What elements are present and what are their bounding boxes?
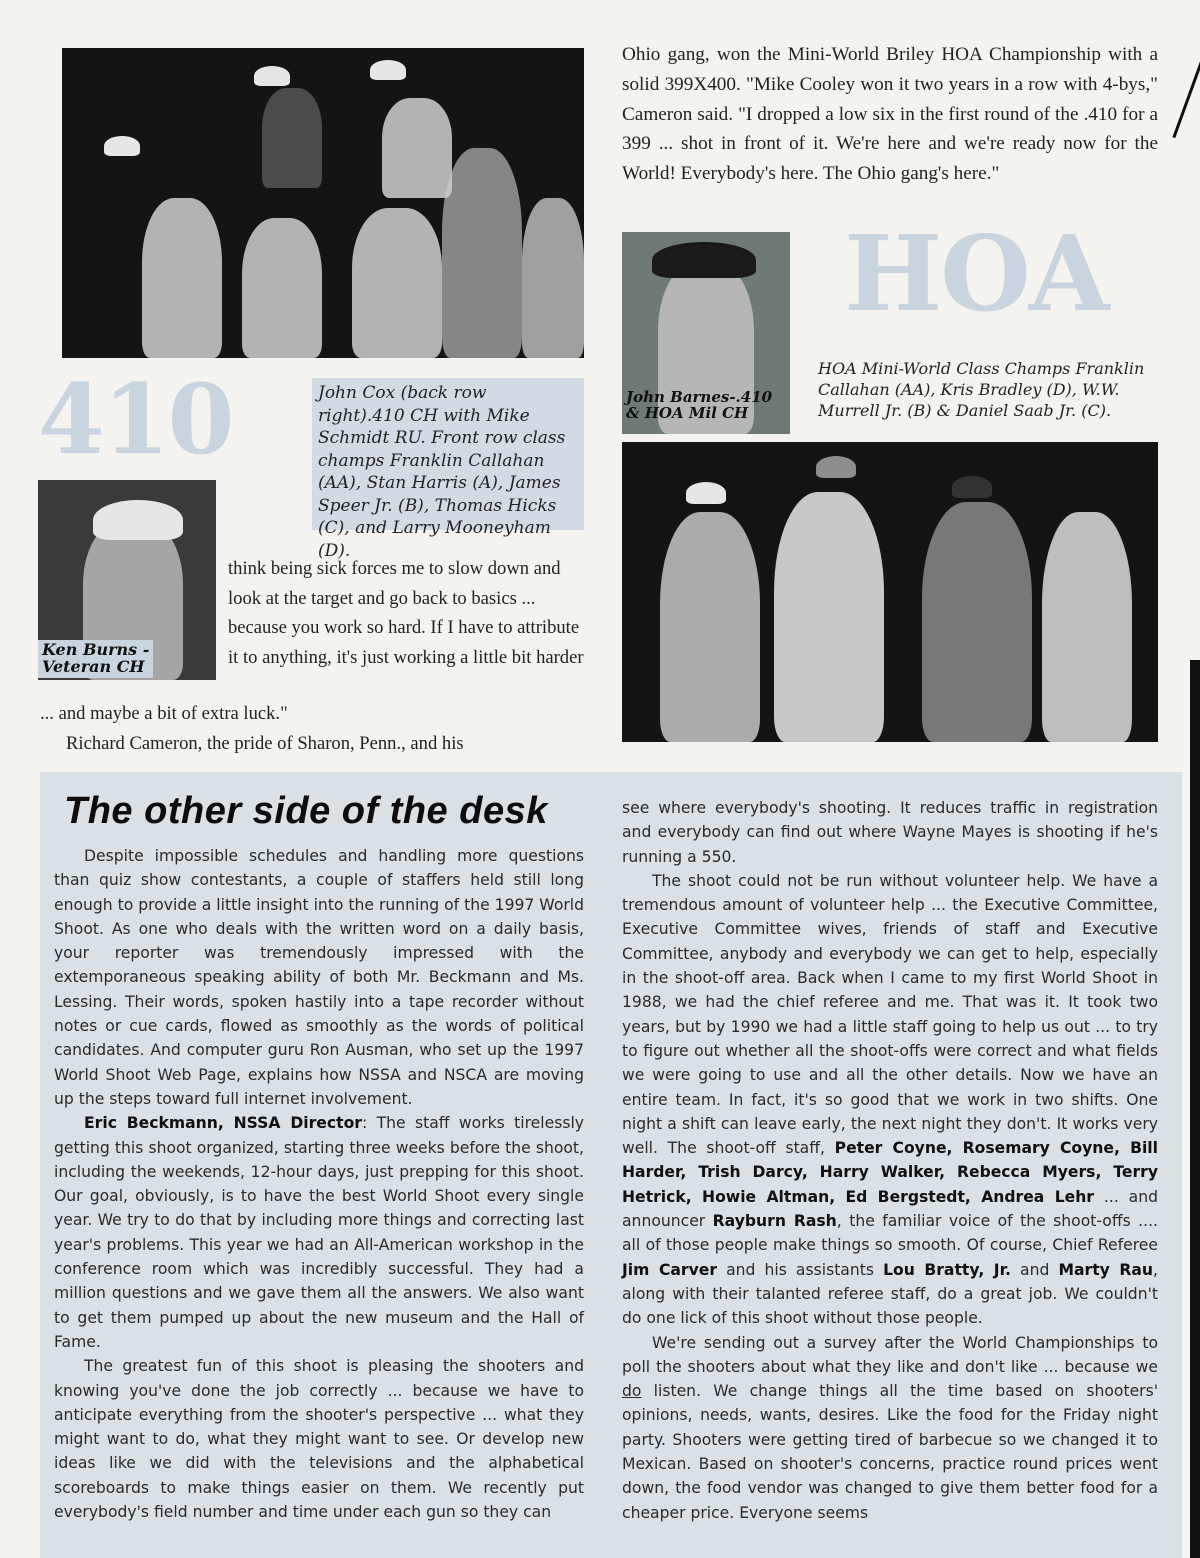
text-span: , along with their talanted referee staff, do a great job. We couldn't do one lick of this shoot without those people. [622, 1260, 1158, 1328]
left-column-text-cameron: Richard Cameron, the pride of Sharon, Penn., and his [66, 733, 464, 754]
caption-hoa: HOA Mini-World Class Champs Franklin Callahan (AA), Kris Bradley (D), W.W. Murrell Jr. (B) & Daniel Saab Jr. (C). [818, 359, 1145, 420]
underlined-do: do [622, 1382, 642, 1401]
right-column-text: Ohio gang, won the Mini-World Briley HOA Championship with a solid 399X400. "Mike Cooley won it two years in a row with 4-bys," Cameron said. "I dropped a low six in the first round of the .410 for a 399 ... shot in front of it. We're here and we're ready now for the World! Everybody's here. The Ohio gang's here." [622, 44, 1158, 185]
photo-hoa-champions [622, 442, 1158, 742]
desk-paragraph: see where everybody's shooting. It reduces traffic in registration and everybody can find out where Wayne Mayes is shooting if he's running a 550. [622, 799, 1158, 866]
text-span: and his assistants [717, 1260, 884, 1279]
john-barnes-label [622, 388, 776, 424]
desk-paragraph: Despite impossible schedules and handling more questions than quiz show contestants, a couple of staffers held still long enough to provide a little insight into the running of the 1997 World Shoot. As one who deals with the written word on a daily basis, your reporter was tremendously impressed with the extemporaneous speaking ability of both Mr. Beckmann and Ms. Lessing. Their words, spoken hastily into a tape recorder without notes or cue cards, flowed as smoothly as the words of political candidates. And computer guru Ron Ausman, who set up the 1997 World Shoot Web Page, explains how NSSA and NSCA are moving up the steps toward full internet involvement. [54, 847, 584, 1108]
desk-column-2 [622, 796, 1158, 1525]
scan-edge-mark [1190, 660, 1200, 1558]
desk-paragraph: The greatest fun of this shoot is pleasing the shooters and knowing you've done the job correctly ... because we have to anticipate everything from the shooter's perspective ... what they might want to do, what they might want to see. Or develop new ideas like we did with the televisions and the alphabetical scoreboards to make things easier on them. We recently put everybody's field number and time under each gun so they can [54, 1357, 584, 1522]
eric-beckmann-text: : The staff works tirelessly getting this shoot organized, starting three weeks before the shoot, including the weekends, 12-hour days, just prepping for this shoot. Our goal, obviously, is to have the best World Shoot every single year. We try to do that by including more things and correcting last year's problems. This year we had an All-American workshop in the conference room which was incredibly successful. They had a million questions and we gave them all the answers. We also want to get them pumped up about the new museum and the Hall of Fame. [54, 1114, 585, 1351]
ken-burns-label-line1: Ken Burns - [42, 640, 150, 659]
text-span: We're sending out a survey after the World Championships to poll the shooters about what they like and don't like ... because we [622, 1333, 1158, 1376]
caption-410: John Cox (back row right).410 CH with Mike Schmidt RU. Front row class champs Franklin Callahan (AA), Stan Harris (A), James Speer Jr. (B), Thomas Hicks (C), and Larry Mooneyham (D). [312, 378, 584, 530]
name-lou-bratty: Lou Bratty, Jr. [883, 1260, 1011, 1279]
ken-burns-label [38, 640, 153, 678]
text-span: , the familiar voice of the shoot-offs .... all of those people make things so smooth. Of course, Chief Referee [622, 1212, 1158, 1255]
desk-paragraph-eric [54, 1111, 584, 1354]
john-barnes-label-line1: John Barnes-.410 [626, 388, 773, 406]
desk-paragraph-volunteers [622, 869, 1158, 1331]
desk-column-1 [54, 844, 584, 1524]
photo-ken-burns [38, 480, 216, 680]
name-marty-rau: Marty Rau [1058, 1260, 1154, 1279]
big-410-heading: 410 [38, 363, 233, 476]
text-span: The shoot could not be run without volunteer help. We have a tremendous amount of volunteer help ... the Executive Committee, Executive Committee wives, friends of staff and Executive Committee, anybody and everybody we can get to help, especially in the shoot-off area. Back when I came to my first World Shoot in 1988, we had the chief referee and me. That was it. It took two years, but by 1990 we had a little staff going to help us out ... to try to figure out whether all the shoot-offs were correct and what fields we were going to use and all the other details. Now we have an entire team. In fact, it's so good that we work in two shifts. One night a shift can leave early, the next night they don't. It works very well. The shoot-off staff, [622, 871, 1158, 1158]
name-rayburn-rash: Rayburn Rash [712, 1212, 837, 1231]
scan-edge-mark [1172, 62, 1200, 138]
left-column-text-wrap: think being sick forces me to slow down and look at the target and go back to basics ... because you work so hard. If I have to attribute it to anything, it's just working a little bit harder [228, 558, 584, 668]
name-jim-carver: Jim Carver [622, 1260, 718, 1279]
text-span: ... and announcer [622, 1187, 1159, 1231]
john-barnes-label-line2: & HOA Mil CH [626, 403, 749, 422]
photo-410-champions [62, 48, 584, 358]
text-span: listen. We change things all the time based on shooters' opinions, needs, wants, desires. Like the food for the Friday night party. Shooters were getting tired of barbecue so we changed it to Mexican. Based on shooter's concerns, practice round prices went down, the food vendor was changed to give them better food for a cheaper price. Everyone seems [622, 1382, 1158, 1522]
text-span: and [1010, 1260, 1059, 1279]
big-hoa-heading: HOA [844, 212, 1108, 335]
eric-beckmann-name: Eric Beckmann, NSSA Director [84, 1114, 362, 1133]
ken-burns-label-line2: Veteran CH [42, 656, 145, 676]
photo-john-barnes [622, 232, 790, 434]
shootoff-staff-names: Peter Coyne, Rosemary Coyne, Bill Harder, Trish Darcy, Harry Walker, Rebecca Myers, Terry Hetrick, Howie Altman, Ed Bergstedt, Andrea Lehr [622, 1139, 1158, 1206]
desk-paragraph-survey [622, 1331, 1158, 1525]
desk-title: The other side of the desk [64, 790, 548, 832]
left-column-text-end: ... and maybe a bit of extra luck." [40, 703, 288, 724]
